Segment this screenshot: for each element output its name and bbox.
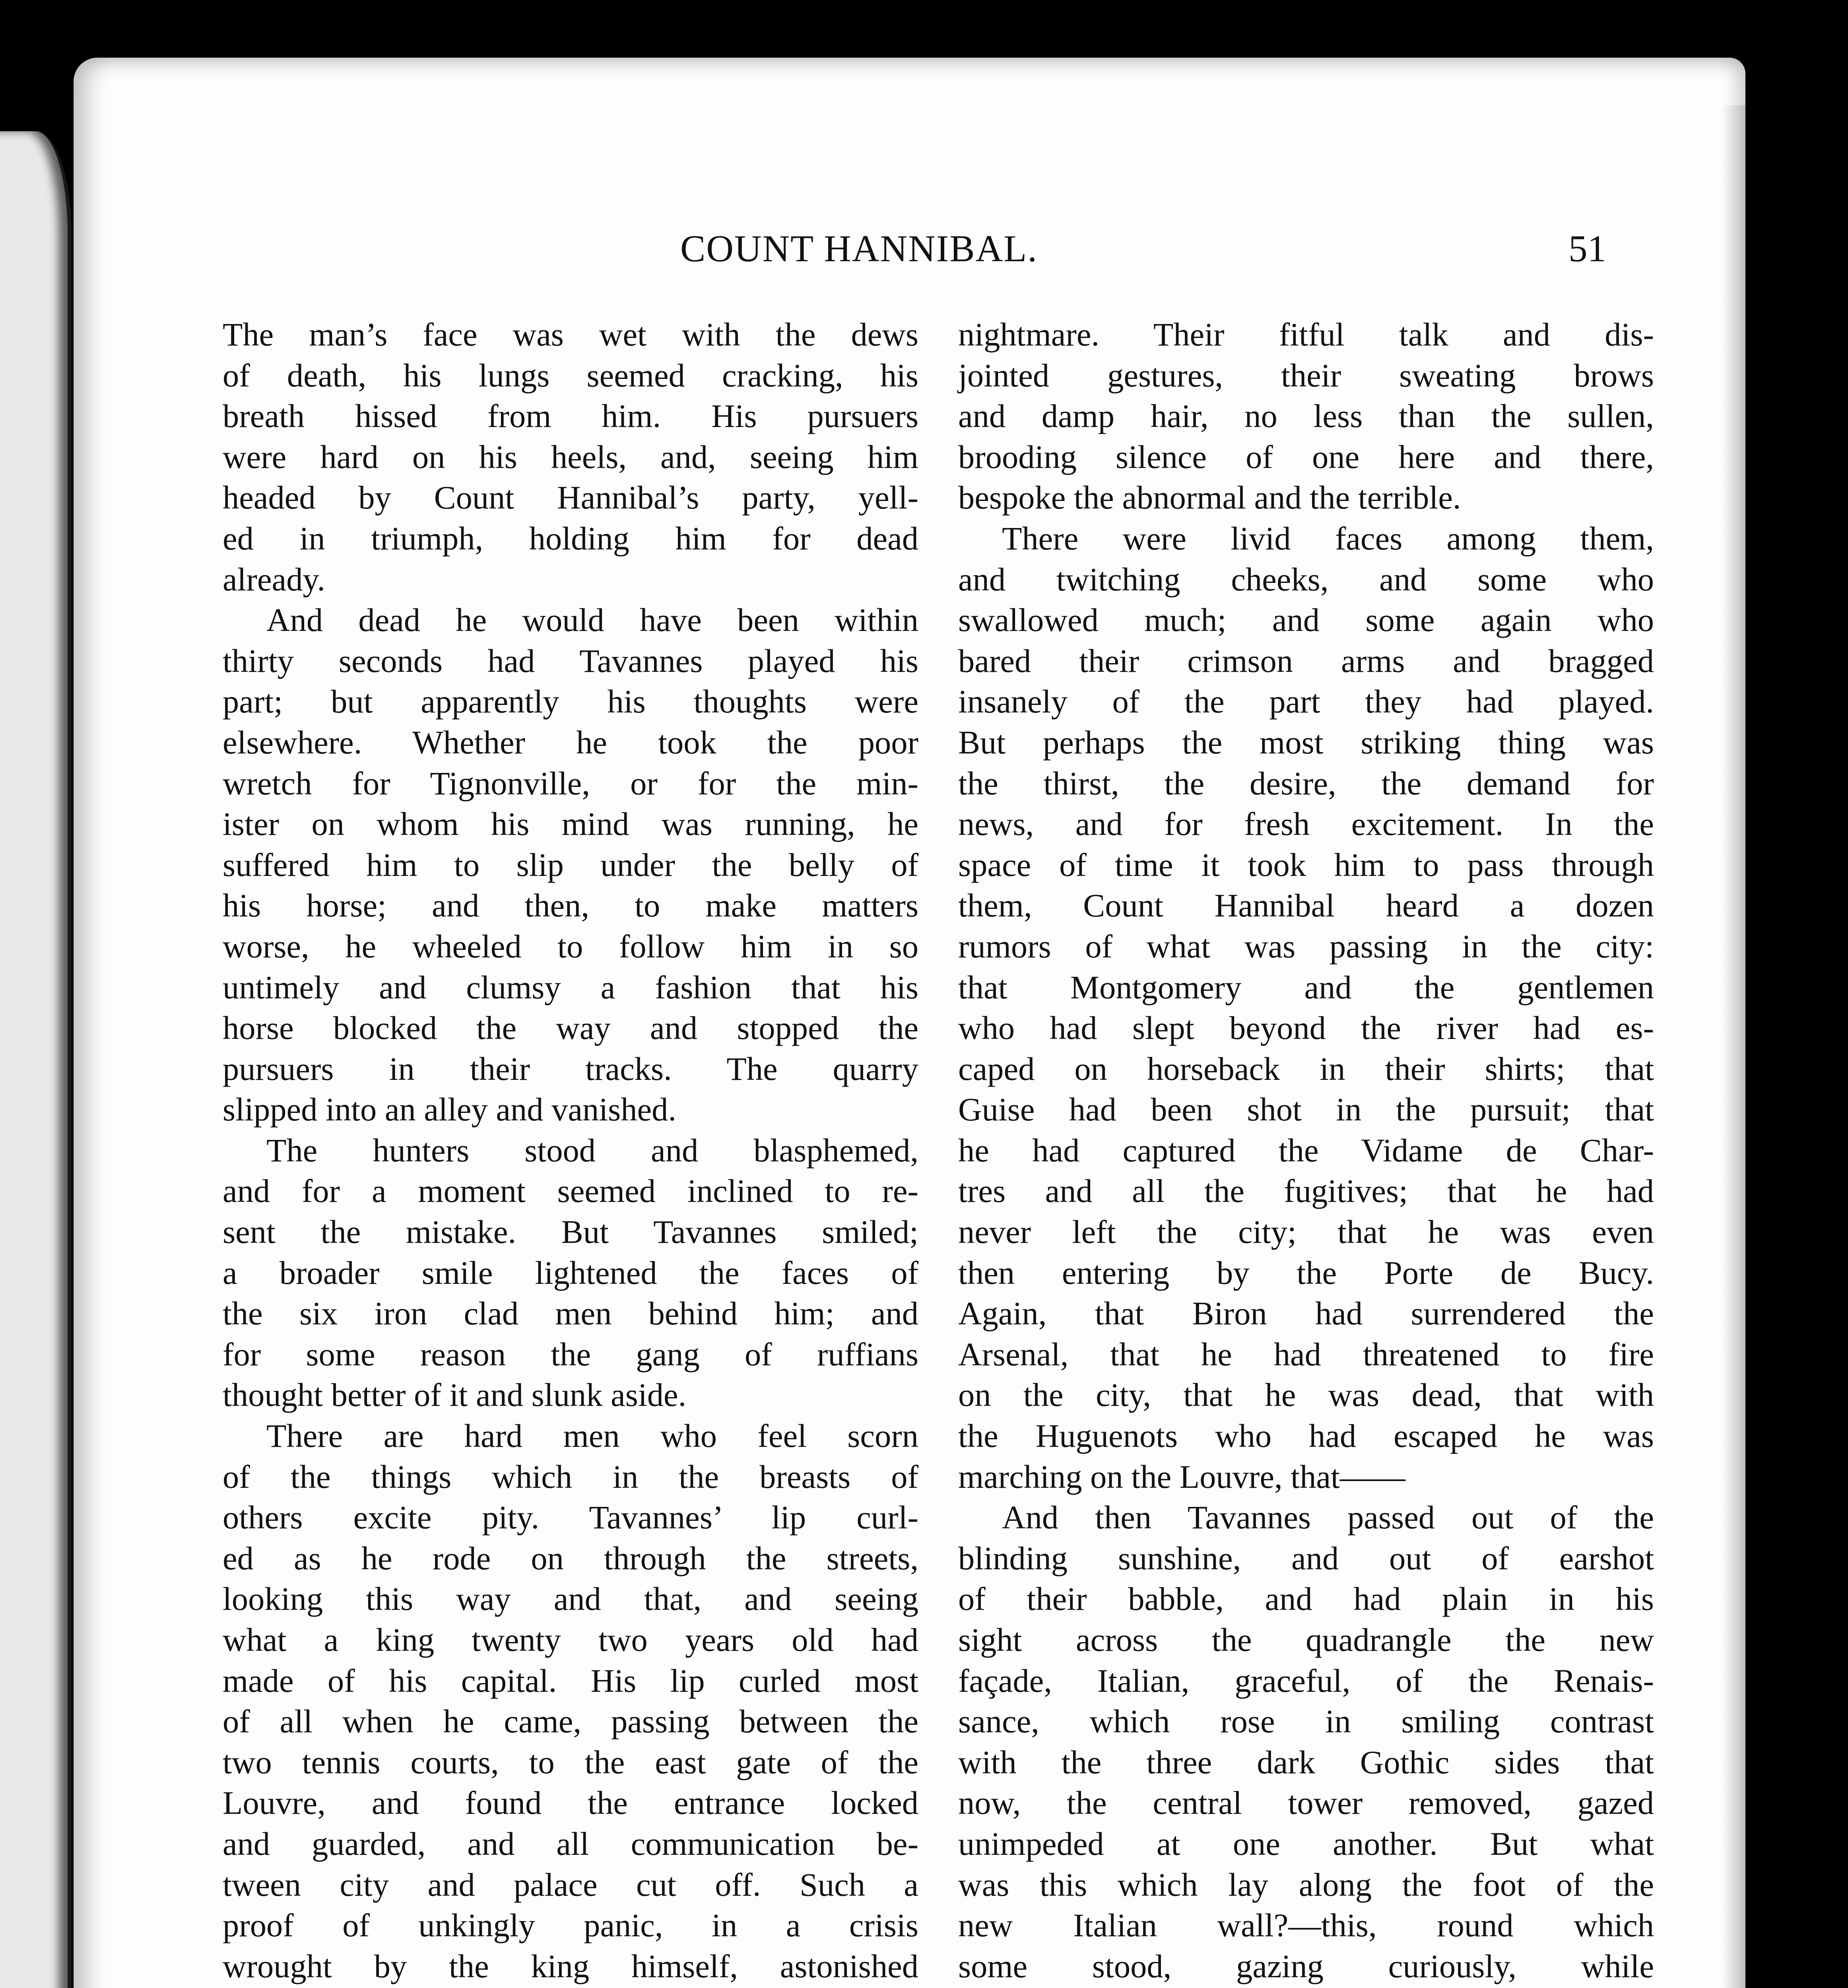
text-line: bespoke the abnormal and the terrible. bbox=[958, 479, 1461, 516]
text-line: untimely and clumsy a fashion that his bbox=[223, 969, 918, 1006]
text-line: façade, Italian, graceful, of the Renais- bbox=[958, 1662, 1654, 1699]
text-line: on the city, that he was dead, that with bbox=[958, 1376, 1654, 1413]
text-line: tres and all the fugitives; that he had bbox=[958, 1173, 1654, 1209]
text-line: horse blocked the way and stopped the bbox=[223, 1010, 918, 1046]
text-line: now, the central tower removed, gazed bbox=[958, 1784, 1654, 1821]
text-line: them, Count Hannibal heard a dozen bbox=[958, 887, 1654, 924]
text-line: who had slept beyond the river had es- bbox=[958, 1010, 1654, 1046]
text-line: that Montgomery and the gentlemen bbox=[958, 969, 1654, 1006]
text-line bbox=[958, 1986, 1654, 1988]
running-head: COUNT HANNIBAL. bbox=[680, 227, 1038, 270]
text-line: worse, he wheeled to follow him in so bbox=[223, 928, 918, 965]
right-text-column bbox=[958, 314, 1654, 1988]
text-line: and damp hair, no less than the sullen, bbox=[958, 398, 1654, 435]
text-line: pursuers in their tracks. The quarry bbox=[223, 1050, 918, 1087]
text-line: the six iron clad men behind him; and bbox=[223, 1295, 918, 1332]
text-line: of all when he came, passing between the bbox=[223, 1703, 918, 1740]
text-line: news, and for fresh excitement. In the bbox=[958, 806, 1654, 843]
text-line: nightmare. Their fitful talk and dis- bbox=[958, 316, 1654, 353]
text-line bbox=[223, 1986, 918, 1988]
text-line: ed in triumph, holding him for dead bbox=[223, 520, 918, 557]
text-line: some stood, gazing curiously, while bbox=[958, 1947, 1654, 1984]
text-line: jointed gestures, their sweating brows bbox=[958, 357, 1654, 394]
text-line: then entering by the Porte de Bucy. bbox=[958, 1254, 1654, 1291]
text-line: tween city and palace cut off. Such a bbox=[223, 1866, 918, 1903]
text-line: There are hard men who feel scorn bbox=[266, 1417, 918, 1454]
text-line: And then Tavannes passed out of the bbox=[1002, 1499, 1654, 1536]
text-line: space of time it took him to pass through bbox=[958, 846, 1654, 883]
text-line: ed as he rode on through the streets, bbox=[223, 1540, 918, 1576]
text-line: headed by Count Hannibal’s party, yell- bbox=[223, 479, 918, 516]
text-line: breath hissed from him. His pursuers bbox=[223, 398, 918, 435]
left-text-column bbox=[223, 314, 918, 1988]
text-line: elsewhere. Whether he took the poor bbox=[223, 724, 918, 761]
text-line: made of his capital. His lip curled most bbox=[223, 1662, 918, 1699]
text-line: proof of unkingly panic, in a crisis bbox=[223, 1907, 918, 1944]
text-line: wrought by the king himself, astonished bbox=[223, 1947, 918, 1984]
text-line: two tennis courts, to the east gate of the bbox=[223, 1743, 918, 1780]
text-line: sight across the quadrangle the new bbox=[958, 1621, 1654, 1658]
text-line: of the things which in the breasts of bbox=[223, 1458, 918, 1495]
text-line: thought better of it and slunk aside. bbox=[223, 1376, 687, 1413]
text-line: the Huguenots who had escaped he was bbox=[958, 1417, 1654, 1454]
text-line: with the three dark Gothic sides that bbox=[958, 1743, 1654, 1780]
text-line: new Italian wall?—this, round which bbox=[958, 1907, 1654, 1944]
text-line: caped on horseback in their shirts; that bbox=[958, 1050, 1654, 1087]
text-line: for some reason the gang of ruffians bbox=[223, 1336, 918, 1373]
text-line: already. bbox=[223, 561, 326, 598]
text-line: bared their crimson arms and bragged bbox=[958, 642, 1654, 679]
text-line: brooding silence of one here and there, bbox=[958, 438, 1654, 475]
text-line: sent the mistake. But Tavannes smiled; bbox=[223, 1213, 918, 1250]
text-line: The man’s face was wet with the dews bbox=[223, 316, 918, 353]
text-line: Louvre, and found the entrance locked bbox=[223, 1784, 918, 1821]
text-line: ister on whom his mind was running, he bbox=[223, 806, 918, 843]
left-page-edge bbox=[0, 131, 72, 1988]
page-number: 51 bbox=[1568, 227, 1606, 270]
text-line: and for a moment seemed inclined to re- bbox=[223, 1173, 918, 1209]
text-line: was this which lay along the foot of the bbox=[958, 1866, 1654, 1903]
text-line: There were livid faces among them, bbox=[1002, 520, 1654, 557]
text-line: never left the city; that he was even bbox=[958, 1213, 1654, 1250]
page-gutter-shadow bbox=[1722, 105, 1745, 1988]
text-line: and twitching cheeks, and some who bbox=[958, 561, 1654, 598]
text-line: And dead he would have been within bbox=[266, 602, 918, 639]
text-line: insanely of the part they had played. bbox=[958, 683, 1654, 720]
text-line: unimpeded at one another. But what bbox=[958, 1825, 1654, 1862]
text-line: blinding sunshine, and out of earshot bbox=[958, 1540, 1654, 1576]
text-line: suffered him to slip under the belly of bbox=[223, 846, 918, 883]
text-line: what a king twenty two years old had bbox=[223, 1621, 918, 1658]
text-line: a broader smile lightened the faces of bbox=[223, 1254, 918, 1291]
text-line: of their babble, and had plain in his bbox=[958, 1580, 1654, 1617]
text-line: Arsenal, that he had threatened to fire bbox=[958, 1336, 1654, 1373]
text-line: slipped into an alley and vanished. bbox=[223, 1091, 676, 1128]
text-line: others excite pity. Tavannes’ lip curl- bbox=[223, 1499, 918, 1536]
text-line: his horse; and then, to make matters bbox=[223, 887, 918, 924]
text-line: marching on the Louvre, that—— bbox=[958, 1458, 1405, 1495]
text-line: of death, his lungs seemed cracking, his bbox=[223, 357, 918, 394]
text-line: Guise had been shot in the pursuit; that bbox=[958, 1091, 1654, 1128]
text-line: But perhaps the most striking thing was bbox=[958, 724, 1654, 761]
text-line: The hunters stood and blasphemed, bbox=[266, 1132, 918, 1169]
text-line: and guarded, and all communication be- bbox=[223, 1825, 918, 1862]
text-line: thirty seconds had Tavannes played his bbox=[223, 642, 918, 679]
text-line: he had captured the Vidame de Char- bbox=[958, 1132, 1654, 1169]
text-line: wretch for Tignonville, or for the min- bbox=[223, 765, 918, 802]
text-line: part; but apparently his thoughts were bbox=[223, 683, 918, 720]
text-line: sance, which rose in smiling contrast bbox=[958, 1703, 1654, 1740]
text-line: the thirst, the desire, the demand for bbox=[958, 765, 1654, 802]
text-line: looking this way and that, and seeing bbox=[223, 1580, 918, 1617]
text-line: Again, that Biron had surrendered the bbox=[958, 1295, 1654, 1332]
text-line: were hard on his heels, and, seeing him bbox=[223, 438, 918, 475]
text-line: swallowed much; and some again who bbox=[958, 602, 1654, 639]
text-line: rumors of what was passing in the city: bbox=[958, 928, 1654, 965]
